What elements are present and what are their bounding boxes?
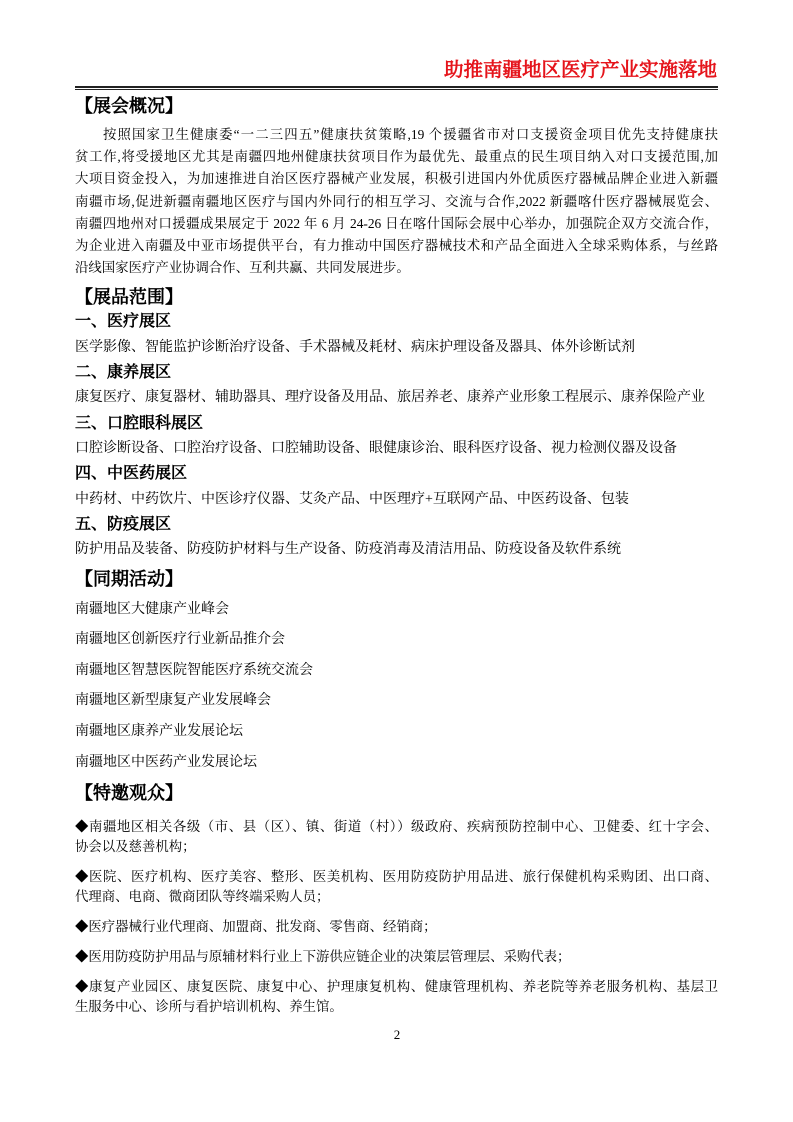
zone-epidemic-prevention bbox=[75, 512, 718, 563]
list-item: 南疆地区中医药产业发展论坛 bbox=[75, 754, 257, 770]
page-content bbox=[75, 94, 718, 1017]
zone-title: 四、中医药展区 bbox=[75, 465, 188, 483]
paragraph-line: 为企业进入南疆及中亚市场提供平台，有力推动中国医疗器械技术和产品全面进入全球采购体系，与丝路 bbox=[75, 238, 718, 254]
overview-paragraph bbox=[75, 124, 718, 279]
zone-title: 一、医疗展区 bbox=[75, 313, 172, 331]
header-rule bbox=[75, 86, 718, 90]
bullet-line: 代理商、电商、微商团队等终端采购人员； bbox=[75, 889, 330, 905]
header-title: 助推南疆地区医疗产业实施落地 bbox=[443, 59, 717, 81]
bullet-line: 协会以及慈善机构； bbox=[75, 839, 196, 855]
audience-item bbox=[75, 867, 718, 907]
section-heading-overview: 【展会概况】 bbox=[75, 96, 183, 116]
bullet-line: ◆医用防疫防护用品与原辅材料行业上下游供应链企业的决策层管理层、采购代表； bbox=[75, 949, 571, 965]
zone-medical bbox=[75, 309, 718, 360]
section-heading-exhibits: 【展品范围】 bbox=[75, 287, 183, 308]
list-item: 南疆地区康养产业发展论坛 bbox=[75, 724, 243, 740]
bullet-line: ◆康复产业园区、康复医院、康复中心、护理康复机构、健康管理机构、养老院等养老服务机构、基层卫 bbox=[75, 979, 718, 995]
audience-item bbox=[75, 917, 718, 937]
event-list bbox=[75, 595, 718, 779]
paragraph-line: 按照国家卫生健康委“一二三四五”健康扶贫策略,19 个援疆省市对口支援资金项目优先支持健康扶 bbox=[103, 127, 718, 142]
list-item: 南疆地区创新医疗行业新品推介会 bbox=[75, 632, 285, 648]
zone-title: 五、防疫展区 bbox=[75, 515, 172, 533]
paragraph-line: 南疆市场,促进新疆南疆地区医疗与国内外同行的相互学习、交流与合作,2022 新疆喀什医疗器械展览会、 bbox=[75, 193, 718, 209]
audience-item bbox=[75, 817, 718, 857]
list-item: 南疆地区大健康产业峰会 bbox=[75, 601, 229, 617]
paragraph-line: 大项目资金投入，为加速推进自治区医疗器械产业发展，积极引进国内外优质医疗器械品牌企业进入新疆 bbox=[75, 171, 718, 187]
bullet-line: ◆南疆地区相关各级（市、县（区）、镇、街道（村））级政府、疾病预防控制中心、卫健委、红十字会、 bbox=[75, 819, 718, 835]
zone-items: 医学影像、智能监护诊断治疗设备、手术器械及耗材、病床护理设备及器具、体外诊断试剂 bbox=[75, 339, 635, 355]
exhibit-zones bbox=[75, 309, 718, 562]
bullet-line: ◆医院、医疗机构、医疗美容、整形、医美机构、医用防疫防护用品进、旅行保健机构采购团、出口商、 bbox=[75, 869, 718, 885]
list-item: 南疆地区新型康复产业发展峰会 bbox=[75, 693, 271, 709]
paragraph-line: 贫工作,将受援地区尤其是南疆四地州健康扶贫项目作为最优先、最重点的民生项目纳入对口支援范围,加 bbox=[75, 149, 718, 165]
bullet-line: ◆医疗器械行业代理商、加盟商、批发商、零售商、经销商； bbox=[75, 919, 437, 935]
zone-title: 三、口腔眼科展区 bbox=[75, 414, 204, 432]
page-number: 2 bbox=[393, 1027, 401, 1042]
zone-items: 康复医疗、康复器材、辅助器具、理疗设备及用品、旅居养老、康养产业形象工程展示、康养保险产业 bbox=[75, 390, 705, 406]
audience-item bbox=[75, 947, 718, 967]
audience-item bbox=[75, 977, 718, 1017]
zone-tcm bbox=[75, 461, 718, 512]
zone-items: 中药材、中药饮片、中医诊疗仪器、艾灸产品、中医理疗+互联网产品、中医药设备、包装 bbox=[75, 491, 629, 507]
zone-items: 口腔诊断设备、口腔治疗设备、口腔辅助设备、眼健康诊治、眼科医疗设备、视力检测仪器及设备 bbox=[75, 440, 677, 456]
paragraph-line: 沿线国家医疗产业协调合作、互利共赢、共同发展进步。 bbox=[75, 260, 410, 276]
section-heading-audience: 【特邀观众】 bbox=[75, 783, 183, 804]
zone-title: 二、康养展区 bbox=[75, 364, 172, 382]
paragraph-line: 南疆四地州对口援疆成果展定于 2022 年 6 月 24-26 日在喀什国际会展中心举办，加强院企双方交流合作， bbox=[75, 215, 718, 231]
zone-dental-ophthalmic bbox=[75, 411, 718, 462]
bullet-line: 生服务中心、诊所与看护培训机构、养生馆。 bbox=[75, 999, 343, 1015]
zone-wellness bbox=[75, 360, 718, 411]
list-item: 南疆地区智慧医院智能医疗系统交流会 bbox=[75, 662, 313, 678]
zone-items: 防护用品及装备、防疫防护材料与生产设备、防疫消毒及清洁用品、防疫设备及软件系统 bbox=[75, 542, 621, 558]
audience-list bbox=[75, 817, 718, 1017]
section-heading-events: 【同期活动】 bbox=[75, 568, 183, 589]
